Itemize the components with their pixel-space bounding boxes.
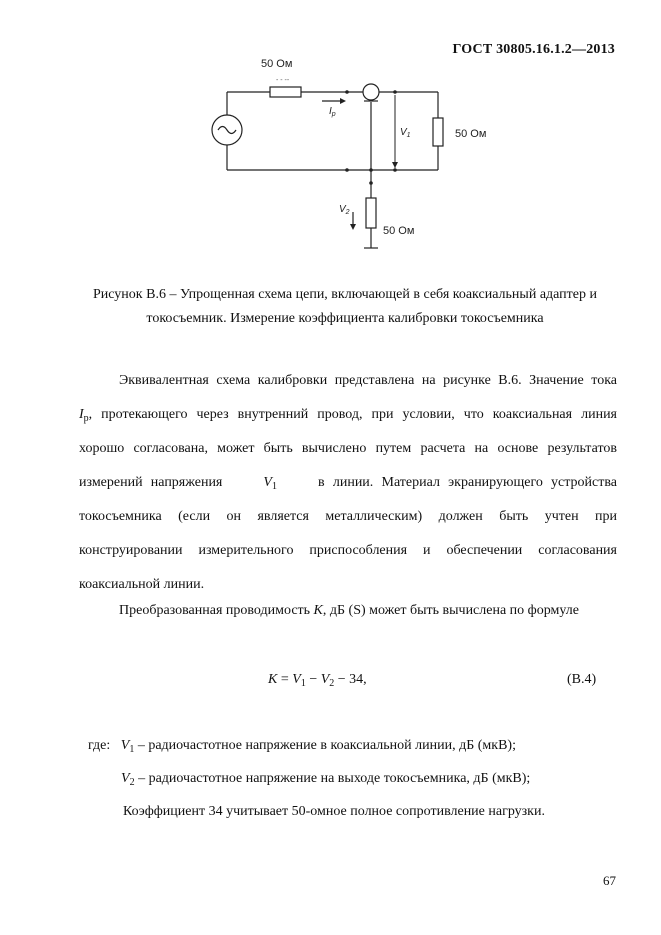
formula-v2-sub: 2	[329, 678, 335, 689]
where-label: где:	[88, 738, 111, 753]
svg-text:- - --: - - --	[276, 77, 290, 84]
where-v2-sub: 2	[129, 777, 135, 788]
formula-v1: V	[292, 672, 301, 687]
paragraph-text: в линии. Материал экранирующего устройства	[318, 475, 618, 490]
label-v1: V	[400, 127, 407, 138]
paragraph-text: , протекающего через внутренний провод, при условии, что коаксиальная линия	[88, 407, 617, 422]
symbol-v1: V	[263, 475, 272, 490]
label-ip-sub: p	[331, 111, 336, 118]
label-v1-sub: 1	[406, 132, 411, 139]
paragraph-line: коаксиальной линии.	[79, 577, 205, 592]
formula	[268, 672, 367, 689]
where-v2: V	[121, 771, 130, 786]
svg-text:Ip	[329, 106, 336, 118]
label-r-top: 50 Ом	[261, 58, 293, 70]
caption-line-1: Рисунок В.6 – Упрощенная схема цепи, включающей в себя коаксиальный адаптер и	[93, 287, 597, 302]
label-ip: I	[329, 106, 332, 117]
resistor-bottom	[366, 198, 376, 228]
note-line: Коэффициент 34 учитывает 50-омное полное сопротивление нагрузки.	[123, 804, 545, 819]
resistor-right	[433, 118, 443, 146]
paragraph-2	[119, 603, 579, 619]
paragraph-line: хорошо согласована, может быть вычислено путем расчета на основе результатов	[79, 441, 617, 456]
where-v1-desc: – радиочастотное напряжение в коаксиальной линии, дБ (мкВ);	[134, 738, 516, 753]
symbol-v1-sub: 1	[271, 481, 277, 492]
symbol-k: K	[313, 603, 323, 618]
paragraph-line	[79, 466, 617, 500]
caption-line-2: токосъемник. Измерение коэффициента калибровки токосъемника	[146, 311, 544, 326]
current-probe-icon	[363, 84, 379, 100]
paragraph-line: Эквивалентная схема калибровки представлена на рисунке В.6. Значение тока	[119, 373, 617, 388]
symbol-ip-sub: p	[83, 413, 89, 424]
paragraph-text: измерений напряжения	[79, 475, 223, 490]
page-number: 67	[603, 873, 616, 888]
resistor-top	[270, 87, 301, 97]
svg-text:V1	[400, 127, 411, 139]
where-v1: V	[120, 738, 130, 753]
paragraph-text: Преобразованная проводимость	[119, 603, 311, 618]
paragraph-line: токосъемника (если он является металлическим) должен быть учтен при	[79, 509, 617, 524]
symbol-ip: I	[79, 407, 84, 422]
svg-text:V2	[339, 204, 350, 216]
where-line-1	[88, 738, 516, 755]
figure-caption	[60, 283, 630, 331]
formula-v2: V	[320, 672, 330, 687]
formula-minus: −	[305, 672, 321, 687]
where-line-2	[121, 771, 530, 788]
circuit-diagram	[0, 0, 661, 270]
label-r-bottom: 50 Ом	[383, 225, 415, 237]
formula-k: K	[268, 672, 278, 687]
where-v2-desc: – радиочастотное напряжение на выходе токосъемника, дБ (мкВ);	[134, 771, 531, 786]
label-v2-sub: 2	[345, 209, 350, 216]
formula-number: (В.4)	[567, 672, 597, 687]
formula-eq: =	[277, 672, 293, 687]
paragraph-text: , дБ (S) может быть вычислена по формуле	[322, 603, 579, 618]
document-header: ГОСТ 30805.16.1.2—2013	[452, 42, 615, 57]
where-v1-sub: 1	[129, 744, 135, 755]
label-v2: V	[339, 204, 346, 215]
paragraph-1	[79, 364, 617, 602]
formula-rest: − 34,	[334, 672, 367, 687]
formula-v1-sub: 1	[300, 678, 306, 689]
label-r-right: 50 Ом	[455, 128, 487, 140]
paragraph-line	[79, 398, 617, 432]
paragraph-line: конструировании измерительного приспособления и обеспечении согласования	[79, 543, 617, 558]
